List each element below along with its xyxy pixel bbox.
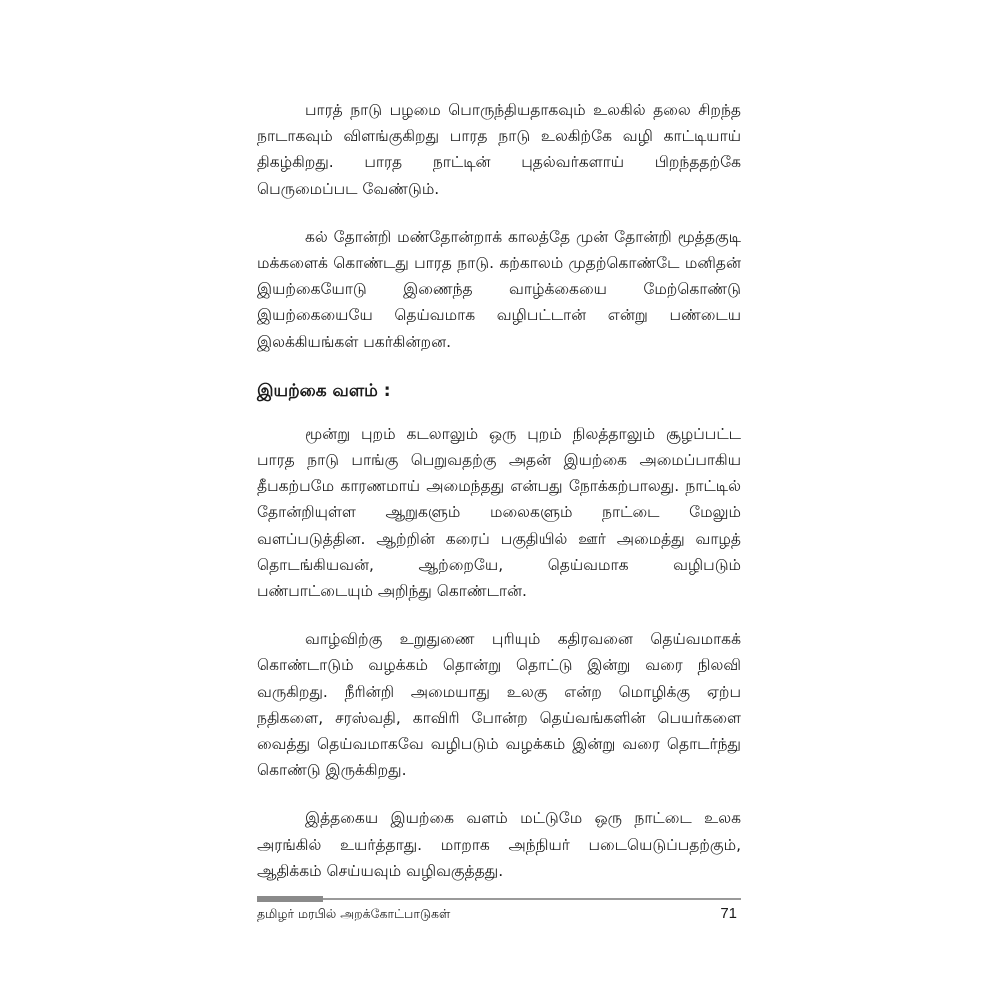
paragraph-geography: மூன்று புறம் கடலாலும் ஒரு புறம் நிலத்தாலும் சூழப்பட்ட பாரத நாடு பாங்கு பெறுவதற்கு அதன் இயற்கை அமைப்பாகிய தீபகற்பமே காரணமாய் அமைந்தது என்பது நோக்கற்பாலது. நாட்டில் தோன்றியுள்ள ஆறுகளும் மலைகளும் நாட்டை மேலும் வளப்படுத்தின. ஆற்றின் கரைப் பகுதியில் ஊர் அமைத்து வாழத் தொடங்கியவன், ஆற்றையே, தெய்வமாக வழிபடும் பண்பாட்டையும் அறிந்து கொண்டான்.: [257, 424, 741, 601]
footer-rule: [257, 896, 741, 902]
book-title: தமிழர் மரபில் அறக்கோட்பாடுகள்: [257, 906, 451, 921]
paragraph-ancient-people: கல் தோன்றி மண்தோன்றாக் காலத்தே முன் தோன்றி மூத்தகுடி மக்களைக் கொண்டது பாரத நாடு. கற்காலம் முதற்கொண்டே மனிதன் இயற்கையோடு இணைந்த வாழ்க்கையை மேற்கொண்டு இயற்கையையே தெய்வமாக வழிபட்டான் என்று பண்டைய இலக்கியங்கள் பகர்கின்றன.: [257, 227, 741, 351]
footer-rule-accent: [257, 896, 323, 902]
section-heading: இயற்கை வளம் :: [257, 380, 391, 401]
footer-rule-line: [257, 898, 741, 900]
page-number: 71: [720, 905, 737, 922]
paragraph-natural-wealth: இத்தகைய இயற்கை வளம் மட்டுமே ஒரு நாட்டை உலக அரங்கில் உயர்த்தாது. மாறாக அந்நியர் படையெடுப்பதற்கும், ஆதிக்கம் செய்யவும் வழிவகுத்தது.: [257, 809, 741, 880]
paragraph-bharat-greatness: பாரத் நாடு பழமை பொருந்தியதாகவும் உலகில் தலை சிறந்த நாடாகவும் விளங்குகிறது பாரத நாடு உலகிற்கே வழி காட்டியாய் திகழ்கிறது. பாரத நாட்டின் புதல்வர்களாய் பிறந்ததற்கே பெருமைப்பட வேண்டும்.: [257, 101, 741, 198]
paragraph-sun-worship: வாழ்விற்கு உறுதுணை புரியும் கதிரவனை தெய்வமாகக் கொண்டாடும் வழக்கம் தொன்று தொட்டு இன்று வரை நிலவி வருகிறது. நீரின்றி அமையாது உலகு என்ற மொழிக்கு ஏற்ப நதிகளை, சரஸ்வதி, காவிரி போன்ற தெய்வங்களின் பெயர்களை வைத்து தெய்வமாகவே வழிபடும் வழக்கம் இன்று வரை தொடர்ந்து கொண்டு இருக்கிறது.: [257, 630, 741, 780]
page-footer: [257, 896, 741, 923]
page-body: [257, 97, 741, 906]
footer-row: [257, 905, 741, 923]
